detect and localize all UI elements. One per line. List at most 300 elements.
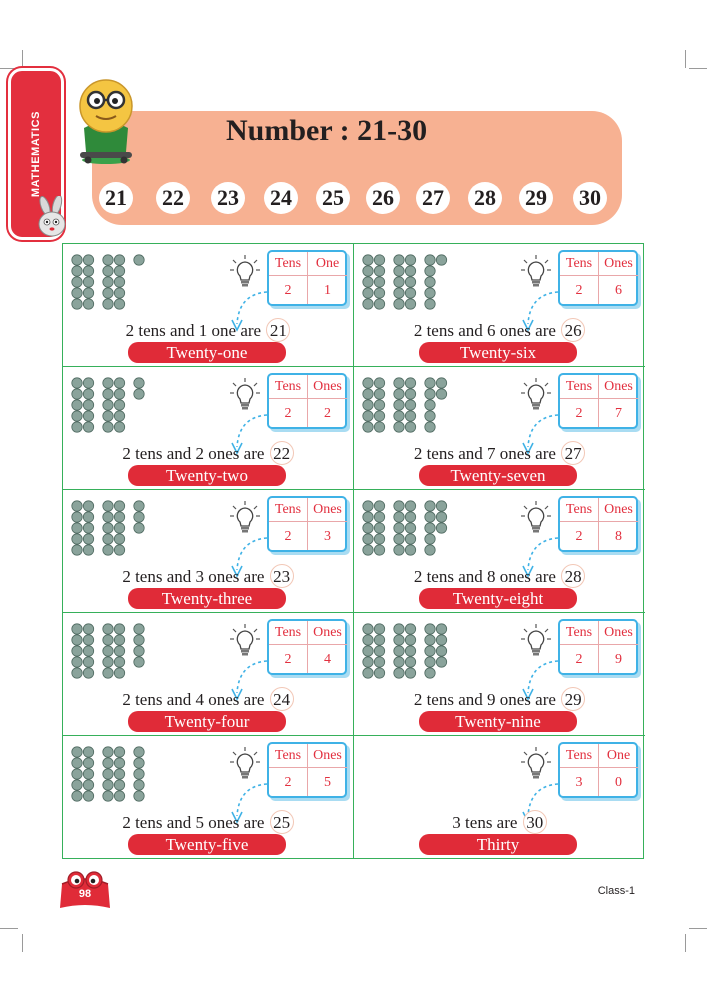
bead-counter <box>83 769 93 779</box>
bead-counter <box>394 545 404 555</box>
bead-counter <box>134 780 144 790</box>
bead-counter <box>363 668 373 678</box>
number-strip-item: 28 <box>468 182 502 214</box>
bead-counter <box>134 646 144 656</box>
bead-counter <box>405 668 415 678</box>
crop-mark <box>689 928 707 929</box>
tens-value: 2 <box>284 283 292 298</box>
bead-counter <box>103 389 113 399</box>
bead-counter <box>114 758 124 768</box>
bead-counter <box>374 545 384 555</box>
tens-header: Tens <box>560 621 598 645</box>
bead-counter <box>405 545 415 555</box>
bead-counter <box>374 624 384 634</box>
crop-mark <box>689 68 707 69</box>
character-mascot-icon <box>66 76 136 168</box>
lightbulb-icon <box>520 623 552 657</box>
bead-counter <box>374 422 384 432</box>
sentence-text: 2 tens and 6 ones are <box>413 321 556 340</box>
bead-counter <box>425 378 435 388</box>
bead-counter <box>405 422 415 432</box>
bead-counters <box>71 377 211 437</box>
bead-counter <box>83 780 93 790</box>
bead-counter <box>425 646 435 656</box>
bead-counter <box>363 523 373 533</box>
number-word-label: Twenty-one <box>128 342 286 363</box>
bead-counter <box>114 769 124 779</box>
sentence-text: 2 tens and 1 one are <box>125 321 262 340</box>
bead-counter <box>114 545 124 555</box>
bead-counter <box>405 277 415 287</box>
bead-counter <box>436 624 446 634</box>
bead-counter <box>394 255 404 265</box>
bead-counter <box>363 411 373 421</box>
bead-counter <box>394 389 404 399</box>
bead-counter <box>114 378 124 388</box>
number-strip-item: 30 <box>573 182 607 214</box>
number-word-label: Twenty-five <box>128 834 286 855</box>
bead-counter <box>103 288 113 298</box>
number-badge: 23 <box>270 564 294 588</box>
bead-counters <box>71 254 211 314</box>
sentence-text: 2 tens and 4 ones are <box>122 690 265 709</box>
bead-counter <box>103 791 113 801</box>
bead-counter <box>103 378 113 388</box>
bead-counter <box>374 635 384 645</box>
bead-counter <box>405 646 415 656</box>
bead-counter <box>83 400 93 410</box>
bead-counter <box>425 288 435 298</box>
bead-counter <box>405 501 415 511</box>
bead-counter <box>425 389 435 399</box>
number-word-label: Twenty-three <box>128 588 286 609</box>
bead-counter <box>83 255 93 265</box>
number-badge: 21 <box>266 318 290 342</box>
bead-counter <box>83 534 93 544</box>
bead-counter <box>394 422 404 432</box>
bead-counter <box>436 501 446 511</box>
bead-counter <box>374 277 384 287</box>
bead-counter <box>405 512 415 522</box>
bead-counter <box>394 523 404 533</box>
place-value-box <box>267 619 347 675</box>
bead-counter <box>425 266 435 276</box>
crop-mark <box>0 928 18 929</box>
bead-counter <box>363 288 373 298</box>
bead-counter <box>114 668 124 678</box>
bead-counter <box>405 635 415 645</box>
tens-value: 3 <box>575 775 583 790</box>
bead-counter <box>114 657 124 667</box>
ones-header: Ones <box>599 252 638 276</box>
bead-counter <box>72 512 82 522</box>
number-badge: 22 <box>270 441 294 465</box>
bead-counter <box>72 277 82 287</box>
bead-counter <box>374 646 384 656</box>
bead-counter <box>103 501 113 511</box>
ones-value: 2 <box>324 406 331 421</box>
bead-counter <box>134 769 144 779</box>
number-sentence <box>354 318 645 342</box>
bead-counter <box>436 523 446 533</box>
ones-header: Ones <box>599 621 638 645</box>
bead-counter <box>374 668 384 678</box>
place-value-box <box>267 742 347 798</box>
bead-counter <box>374 389 384 399</box>
number-word-label: Twenty-six <box>419 342 577 363</box>
number-card <box>354 367 645 490</box>
bead-counter <box>405 400 415 410</box>
bead-counter <box>83 288 93 298</box>
bead-counter <box>114 523 124 533</box>
place-value-box <box>267 373 347 429</box>
bead-counter <box>374 299 384 309</box>
place-value-box <box>267 250 347 306</box>
bead-counters <box>362 746 502 806</box>
bead-counter <box>436 646 446 656</box>
bead-counters <box>362 377 502 437</box>
bead-counter <box>425 422 435 432</box>
bead-counter <box>83 635 93 645</box>
bead-counter <box>374 534 384 544</box>
bead-counter <box>72 523 82 533</box>
bunny-mascot-icon <box>28 196 76 242</box>
bead-counter <box>374 657 384 667</box>
bead-counter <box>363 422 373 432</box>
bead-counter <box>114 266 124 276</box>
bead-counter <box>103 255 113 265</box>
bead-counter <box>134 389 144 399</box>
tens-value: 2 <box>284 775 292 790</box>
class-label: Class-1 <box>597 885 635 897</box>
bead-counter <box>114 646 124 656</box>
bead-counters <box>362 623 502 683</box>
bead-counter <box>83 299 93 309</box>
bead-counter <box>72 422 82 432</box>
bead-counter <box>134 624 144 634</box>
bead-counter <box>374 523 384 533</box>
bead-counter <box>72 400 82 410</box>
bead-counter <box>103 411 113 421</box>
ones-value: 5 <box>324 775 331 790</box>
number-word-label: Thirty <box>419 834 577 855</box>
bead-counter <box>114 422 124 432</box>
bead-counter <box>114 400 124 410</box>
bead-counter <box>114 288 124 298</box>
bead-counter <box>114 299 124 309</box>
bead-counter <box>394 288 404 298</box>
sentence-text: 2 tens and 5 ones are <box>122 813 265 832</box>
bead-counter <box>436 512 446 522</box>
lightbulb-icon <box>229 746 261 780</box>
bead-counter <box>374 288 384 298</box>
number-card <box>354 736 645 859</box>
bead-counter <box>425 657 435 667</box>
bead-counter <box>134 512 144 522</box>
bead-counter <box>374 400 384 410</box>
ones-header: One <box>308 252 347 276</box>
bead-counter <box>436 255 446 265</box>
bead-counter <box>83 512 93 522</box>
bead-counter <box>363 277 373 287</box>
number-strip-item: 24 <box>264 182 298 214</box>
ones-value: 4 <box>324 652 331 667</box>
number-badge: 30 <box>523 810 547 834</box>
number-card <box>63 490 354 613</box>
bead-counter <box>114 277 124 287</box>
bead-counter <box>83 411 93 421</box>
ones-value: 8 <box>615 529 622 544</box>
bead-counter <box>114 534 124 544</box>
number-badge: 26 <box>561 318 585 342</box>
bead-counter <box>83 668 93 678</box>
crop-mark <box>685 934 686 952</box>
number-strip-item: 25 <box>316 182 350 214</box>
bead-counter <box>425 512 435 522</box>
sentence-text: 2 tens and 2 ones are <box>122 444 265 463</box>
bead-counter <box>103 266 113 276</box>
place-value-box <box>558 496 638 552</box>
bead-counter <box>363 266 373 276</box>
bead-counter <box>114 389 124 399</box>
ones-header: Ones <box>308 744 347 768</box>
bead-counter <box>83 657 93 667</box>
bead-counter <box>134 747 144 757</box>
bead-counter <box>134 501 144 511</box>
bead-counter <box>103 523 113 533</box>
number-sentence <box>63 318 353 342</box>
bead-counter <box>363 657 373 667</box>
bead-counter <box>72 769 82 779</box>
sentence-text: 3 tens are <box>452 813 518 832</box>
bead-counter <box>72 411 82 421</box>
bead-counter <box>72 299 82 309</box>
bead-counter <box>436 389 446 399</box>
bead-counter <box>72 747 82 757</box>
bead-counter <box>405 411 415 421</box>
bead-counter <box>72 378 82 388</box>
number-sentence <box>63 687 353 711</box>
bead-counter <box>374 266 384 276</box>
bead-counter <box>134 255 144 265</box>
bead-counter <box>425 501 435 511</box>
tens-header: Tens <box>269 252 307 276</box>
bead-counter <box>394 400 404 410</box>
bead-counters <box>362 500 502 560</box>
bead-counter <box>114 747 124 757</box>
bead-counter <box>405 534 415 544</box>
bead-counter <box>394 411 404 421</box>
bead-counter <box>374 255 384 265</box>
bead-counter <box>425 299 435 309</box>
bead-counter <box>405 389 415 399</box>
bead-counter <box>83 646 93 656</box>
bead-counter <box>394 266 404 276</box>
bead-counter <box>134 758 144 768</box>
bead-counter <box>363 400 373 410</box>
bead-counter <box>405 288 415 298</box>
bead-counter <box>114 255 124 265</box>
bead-counter <box>134 523 144 533</box>
bead-counter <box>72 288 82 298</box>
bead-counter <box>103 769 113 779</box>
sentence-text: 2 tens and 8 ones are <box>413 567 556 586</box>
bead-counter <box>72 255 82 265</box>
number-card <box>354 244 645 367</box>
tens-header: Tens <box>560 498 598 522</box>
sentence-text: 2 tens and 9 ones are <box>413 690 556 709</box>
ones-header: Ones <box>599 498 638 522</box>
tens-value: 2 <box>575 406 583 421</box>
bead-counter <box>134 378 144 388</box>
ones-header: Ones <box>308 498 347 522</box>
lightbulb-icon <box>229 254 261 288</box>
bead-counter <box>72 635 82 645</box>
bead-counter <box>134 635 144 645</box>
number-strip-item: 22 <box>156 182 190 214</box>
bead-counter <box>394 378 404 388</box>
bead-counter <box>425 624 435 634</box>
bead-counter <box>425 635 435 645</box>
bead-counter <box>83 378 93 388</box>
number-card <box>354 490 645 613</box>
crop-mark <box>685 50 686 68</box>
bead-counter <box>83 266 93 276</box>
lightbulb-icon <box>520 254 552 288</box>
number-card <box>63 736 354 859</box>
tens-header: Tens <box>560 744 598 768</box>
lightbulb-icon <box>229 623 261 657</box>
tens-value: 2 <box>284 529 292 544</box>
tens-header: Tens <box>269 744 307 768</box>
page-number: 98 <box>78 888 92 900</box>
bead-counter <box>103 299 113 309</box>
bead-counter <box>83 624 93 634</box>
bead-counter <box>83 523 93 533</box>
number-word-label: Twenty-four <box>128 711 286 732</box>
ones-value: 3 <box>324 529 331 544</box>
bead-counter <box>405 378 415 388</box>
bead-counter <box>103 635 113 645</box>
bead-counter <box>405 624 415 634</box>
bead-counters <box>71 746 211 806</box>
bead-counter <box>405 523 415 533</box>
bead-counter <box>72 657 82 667</box>
number-word-label: Twenty-two <box>128 465 286 486</box>
bead-counter <box>394 657 404 667</box>
bead-counter <box>103 668 113 678</box>
lightbulb-icon <box>229 377 261 411</box>
number-badge: 27 <box>561 441 585 465</box>
bead-counter <box>374 378 384 388</box>
place-value-box <box>558 250 638 306</box>
bead-counter <box>72 780 82 790</box>
number-sentence <box>354 810 645 834</box>
tens-value: 2 <box>575 529 583 544</box>
ones-value: 0 <box>615 775 622 790</box>
number-card <box>63 613 354 736</box>
bead-counter <box>114 501 124 511</box>
number-card-grid <box>62 243 644 859</box>
bead-counter <box>374 512 384 522</box>
bead-counter <box>394 501 404 511</box>
page-title: Number : 21-30 <box>226 114 428 147</box>
bead-counter <box>83 501 93 511</box>
bead-counter <box>72 758 82 768</box>
bead-counter <box>394 534 404 544</box>
bead-counter <box>394 512 404 522</box>
number-strip-item: 26 <box>366 182 400 214</box>
ones-header: Ones <box>599 375 638 399</box>
bead-counter <box>72 266 82 276</box>
number-sentence <box>63 564 353 588</box>
bead-counter <box>425 255 435 265</box>
bead-counter <box>425 523 435 533</box>
bead-counter <box>436 657 446 667</box>
lightbulb-icon <box>520 377 552 411</box>
bead-counter <box>363 378 373 388</box>
ones-value: 7 <box>615 406 622 421</box>
bead-counters <box>362 254 502 314</box>
bead-counter <box>114 780 124 790</box>
bead-counter <box>394 668 404 678</box>
ones-header: One <box>599 744 638 768</box>
bead-counter <box>83 277 93 287</box>
bead-counter <box>363 389 373 399</box>
bead-counter <box>103 758 113 768</box>
number-sentence <box>63 810 353 834</box>
tens-value: 2 <box>284 652 292 667</box>
bead-counter <box>103 400 113 410</box>
ones-header: Ones <box>308 375 347 399</box>
number-badge: 29 <box>561 687 585 711</box>
place-value-box <box>267 496 347 552</box>
number-sentence <box>354 441 645 465</box>
bead-counter <box>425 545 435 555</box>
bead-counter <box>103 534 113 544</box>
number-badge: 24 <box>270 687 294 711</box>
bead-counter <box>103 747 113 757</box>
bead-counter <box>363 255 373 265</box>
bead-counter <box>103 545 113 555</box>
bead-counter <box>394 277 404 287</box>
tens-header: Tens <box>560 375 598 399</box>
bead-counter <box>134 791 144 801</box>
tens-value: 2 <box>284 406 292 421</box>
bead-counter <box>405 657 415 667</box>
number-word-label: Twenty-eight <box>419 588 577 609</box>
tens-header: Tens <box>269 621 307 645</box>
bead-counter <box>83 791 93 801</box>
bead-counter <box>114 635 124 645</box>
bead-counter <box>114 411 124 421</box>
number-card <box>63 244 354 367</box>
bead-counters <box>71 500 211 560</box>
bead-counter <box>72 646 82 656</box>
bead-counter <box>425 668 435 678</box>
bead-counter <box>405 255 415 265</box>
tens-header: Tens <box>560 252 598 276</box>
number-word-label: Twenty-nine <box>419 711 577 732</box>
number-strip-item: 23 <box>211 182 245 214</box>
bead-counter <box>363 501 373 511</box>
subject-tab-label: MATHEMATICS <box>30 110 42 198</box>
crop-mark <box>22 934 23 952</box>
number-sentence <box>354 564 645 588</box>
bead-counter <box>103 624 113 634</box>
bead-counter <box>425 400 435 410</box>
bead-counter <box>83 747 93 757</box>
